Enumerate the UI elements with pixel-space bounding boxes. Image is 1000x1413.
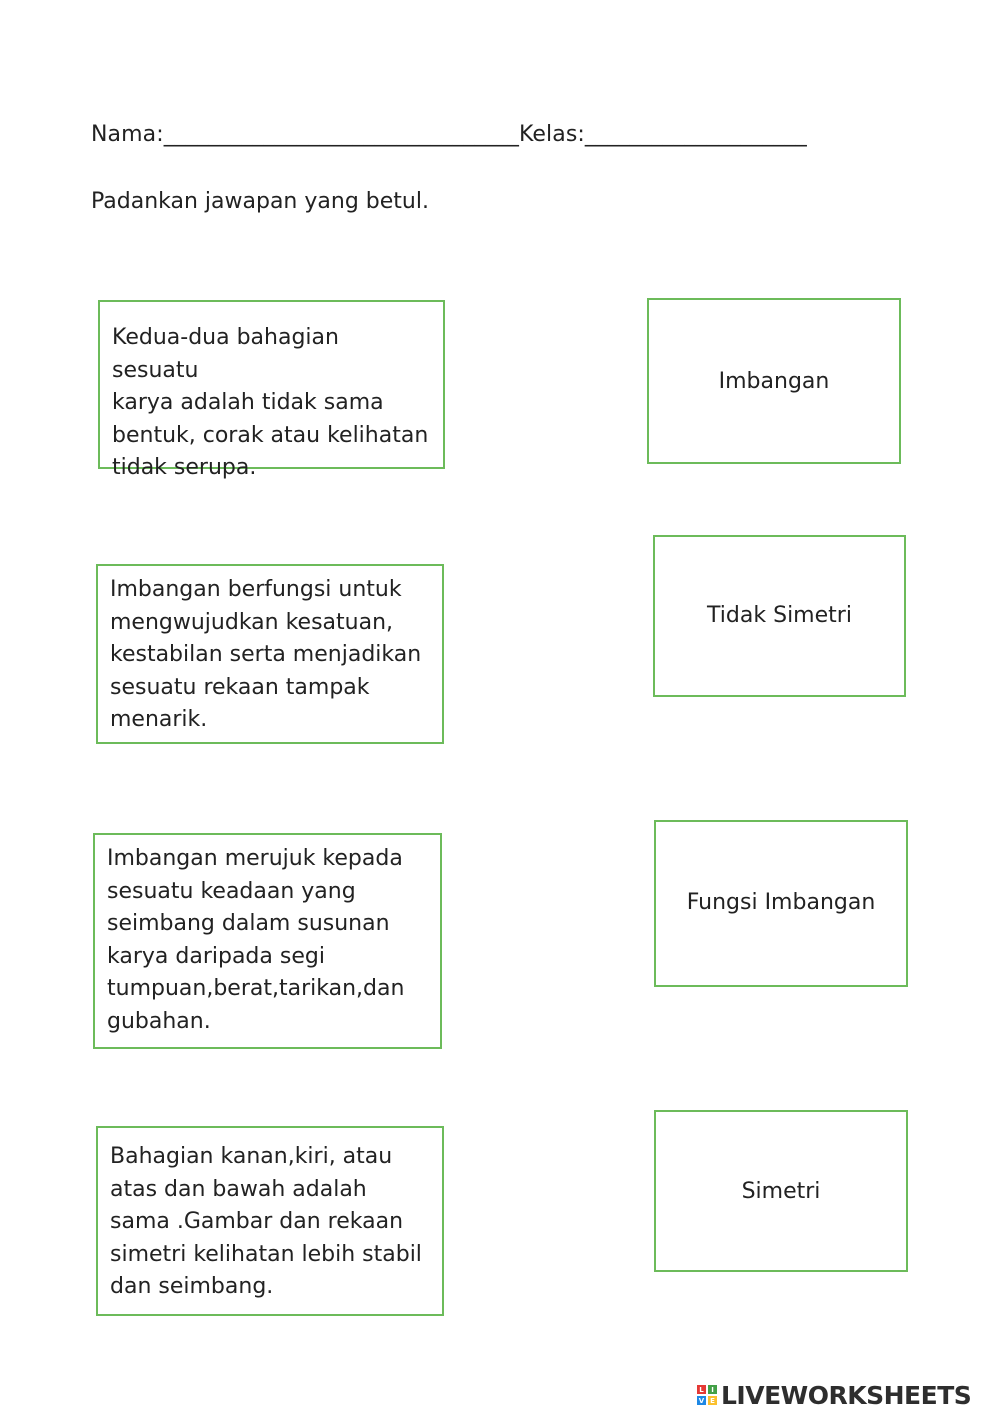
term-label-3: Fungsi Imbangan: [686, 890, 876, 915]
instruction-text: Padankan jawapan yang betul.: [91, 189, 429, 214]
logo-letter-l: L: [697, 1385, 706, 1394]
description-box-4[interactable]: [96, 1126, 444, 1316]
term-box-simetri[interactable]: [654, 1110, 908, 1272]
description-box-3[interactable]: [93, 833, 442, 1049]
liveworksheets-logo: [697, 1380, 971, 1410]
logo-letter-i: I: [708, 1385, 717, 1394]
term-label-4: Simetri: [741, 1178, 821, 1204]
logo-text: LIVEWORKSHEETS: [721, 1380, 972, 1410]
term-box-fungsi-imbangan[interactable]: [654, 820, 908, 987]
term-box-imbangan[interactable]: [647, 298, 901, 464]
name-class-line: Nama:________________________________Kelas:____________________: [91, 122, 807, 147]
description-text-1: Kedua-dua bahagian sesuatu karya adalah tidak sama bentuk, corak atau kelihatan tidak serupa.: [112, 325, 429, 480]
term-box-tidak-simetri[interactable]: [653, 535, 906, 697]
term-label-2: Tidak Simetri: [707, 602, 852, 628]
term-label-1: Imbangan: [718, 368, 830, 394]
description-box-1[interactable]: [98, 300, 445, 480]
description-text-2: Imbangan berfungsi untuk mengwujudkan kesatuan, kestabilan serta menjadikan sesuatu rekaan tampak menarik.: [110, 577, 422, 732]
logo-letter-e: E: [708, 1396, 717, 1405]
description-box-2[interactable]: [96, 564, 444, 744]
logo-letter-v: V: [698, 1396, 705, 1405]
description-text-3: Imbangan merujuk kepada sesuatu keadaan yang seimbang dalam susunan karya daripada segi tumpuan,berat,tarikan,dan gubahan.: [107, 846, 405, 1034]
logo-grid-icon: [697, 1385, 717, 1405]
description-text-4: Bahagian kanan,kiri, atau atas dan bawah adalah sama .Gambar dan rekaan simetri kelihatan lebih stabil dan seimbang.: [110, 1144, 422, 1299]
